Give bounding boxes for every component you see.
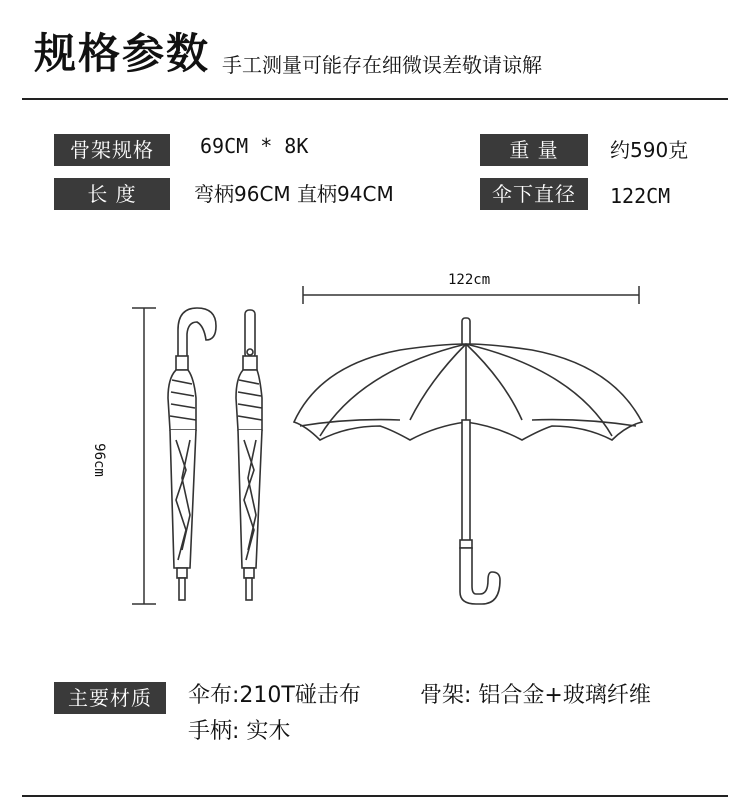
width-dimension-label: 122cm — [448, 272, 491, 288]
length-tag: 长 度 — [54, 178, 170, 210]
page-subtitle: 手工测量可能存在细微误差敬请谅解 — [222, 53, 542, 77]
frame-spec-value: 69CM * 8K — [200, 134, 309, 158]
frame-material: 骨架: 铝合金+玻璃纤维 — [420, 683, 651, 708]
diameter-tag: 伞下直径 — [480, 178, 588, 210]
weight-tag: 重 量 — [480, 134, 588, 166]
weight-value: 约590克 — [610, 138, 689, 162]
width-dimension-line — [303, 286, 639, 304]
materials-tag: 主要材质 — [54, 682, 166, 714]
open-umbrella-icon — [294, 318, 642, 604]
closed-umbrella-hook-icon — [168, 308, 216, 600]
handle-material: 手柄: 实木 — [188, 719, 291, 744]
page-title: 规格参数 — [34, 29, 211, 78]
closed-umbrella-straight-icon — [236, 310, 262, 600]
diameter-value: 122CM — [610, 184, 671, 208]
height-dimension-label: 96cm — [90, 443, 107, 477]
length-value: 弯柄96CM 直柄94CM — [194, 182, 394, 206]
height-dimension-line — [132, 308, 156, 604]
frame-spec-tag: 骨架规格 — [54, 134, 170, 166]
fabric-material: 伞布:210T碰击布 — [188, 683, 361, 708]
